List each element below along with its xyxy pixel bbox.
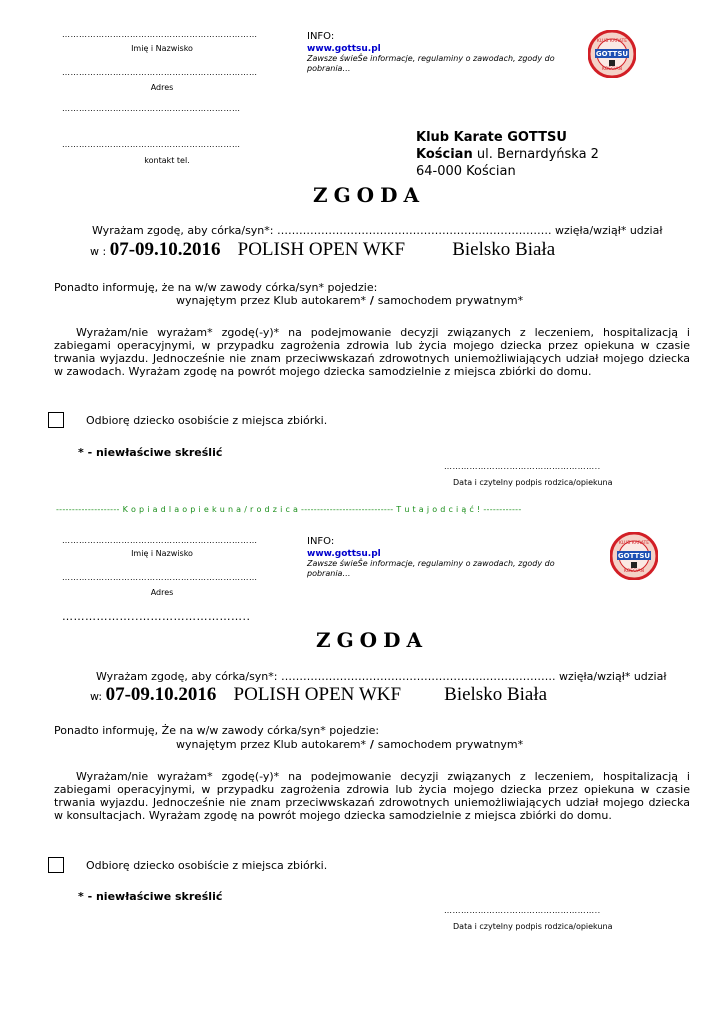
contact-dots[interactable]: ……………………………………………………… (62, 140, 241, 149)
copy-address-dots[interactable]: …………………………………………………………… (62, 573, 258, 582)
signature-dots[interactable]: …………………..………………………….. (444, 462, 601, 471)
pickup-label: Odbiorę dziecko osobiście z miejsca zbiórki. (86, 414, 328, 427)
address-dots[interactable]: …………………………………………………………… (62, 68, 258, 77)
pickup-checkbox[interactable] (48, 412, 64, 428)
logo-text-mid: GOTTSU (595, 50, 629, 58)
club-street: ul. Bernardyńska 2 (472, 147, 599, 162)
copy-event-line (90, 684, 547, 706)
copy-event-date: 07-09.10.2016 (105, 684, 217, 705)
copy-signature-label: Data i czytelny podpis rodzica/opiekuna (453, 922, 613, 931)
transport-sep: / (366, 294, 378, 307)
logo-text-bottom: KOŚCIAN (601, 67, 623, 72)
copy-name-dots[interactable]: …………………………………………………………… (62, 536, 258, 545)
copy-strike-note: * - niewłaściwe skreślić (78, 890, 223, 903)
copy-logo-text-bottom: KOŚCIAN (623, 569, 645, 574)
copy-info-heading: INFO: (307, 536, 335, 547)
info-note: Zawsze świeŜe informacje, regulaminy o zawodach, zgody do pobrania… (307, 54, 555, 73)
event-city: Bielsko Biała (452, 239, 556, 260)
strike-note: * - niewłaściwe skreślić (78, 446, 223, 459)
logo-text-top: KLUB KARATE (596, 39, 628, 44)
address-label: Adres (150, 83, 174, 92)
copy-info-url-link[interactable]: www.gottsu.pl (307, 549, 381, 559)
copy-event-prefix: w: (90, 690, 106, 703)
copy-transport-bus[interactable]: wynajętym przez Klub autokarem* (176, 738, 367, 751)
signature-label: Data i czytelny podpis rodzica/opiekuna (453, 478, 613, 487)
event-line (90, 239, 555, 261)
gottsu-logo (588, 30, 636, 78)
info-heading: INFO: (307, 31, 335, 42)
copy-transport-sep: / (366, 738, 378, 751)
name-label: Imię i Nazwisko (131, 44, 193, 53)
copy-address-label: Adres (150, 588, 174, 597)
copy-page-title: ZGODA (316, 628, 428, 652)
copy-consent-line[interactable]: Wyrażam zgodę, aby córka/syn*: ………………………………………………..………………. wzięła/wziął* udział (96, 670, 667, 683)
cut-line: -------------------- K o p i a d l a o p i e k u n a / r o d z i c a ----------------------------- T u t a j o d c i ą ć ! ------------ (56, 505, 522, 514)
copy-event-city: Bielsko Biała (444, 684, 548, 705)
address-dots-2[interactable]: ……………………………………………………… (62, 104, 241, 113)
contact-label: kontakt tel. (144, 156, 190, 165)
copy-transport-line-1: Ponadto informuję, Że na w/w zawody córka/syn* pojedzie: (54, 724, 380, 737)
copy-transport-car[interactable]: samochodem prywatnym* (377, 738, 524, 751)
event-name: POLISH OPEN WKF (237, 239, 406, 260)
copy-transport-line-2 (176, 738, 523, 751)
copy-pickup-label: Odbiorę dziecko osobiście z miejsca zbiórki. (86, 859, 328, 872)
copy-signature-dots[interactable]: …………………..………………………….. (444, 906, 601, 915)
copy-logo-text-top: KLUB KARATE (618, 541, 650, 546)
transport-line-2 (176, 294, 523, 307)
page-title: ZGODA (313, 183, 425, 207)
name-dots[interactable]: …………………………………………………………… (62, 30, 258, 39)
copy-event-name: POLISH OPEN WKF (233, 684, 402, 705)
copy-pickup-checkbox[interactable] (48, 857, 64, 873)
copy-gottsu-logo (610, 532, 658, 580)
event-date: 07-09.10.2016 (109, 239, 221, 260)
consent-line[interactable]: Wyrażam zgodę, aby córka/syn*: ………………………………………………..………………. wzięła/wziął* udział (92, 224, 663, 237)
copy-medical-paragraph: Wyrażam/nie wyrażam* zgodę(-y)* na podejmowanie decyzji związanych z leczeniem, hospitalizacją i zabiegami operacyjnymi, w przypadku zagrożenia zdrowia lub życia mojego dziecka przez opiekuna w czasie trwania wyjazdu. Jednocześnie nie znam przeciwwskazań zdrowotnych uniemożliwiających udział mojego dziecka w konsultacjach. Wyrażam zgodę na powrót mojego dziecka samodzielnie z miejsca zbiórki do domu. (54, 770, 690, 822)
club-name: Klub Karate GOTTSU (416, 130, 567, 145)
copy-contact-dots[interactable]: ………………..……………………….. (62, 610, 251, 623)
transport-line-1: Ponadto informuję, że na w/w zawody córka/syn* pojedzie: (54, 281, 378, 294)
copy-logo-text-mid: GOTTSU (617, 552, 651, 560)
club-street-line (416, 147, 599, 163)
medical-paragraph: Wyrażam/nie wyrażam* zgodę(-y)* na podejmowanie decyzji związanych z leczeniem, hospitalizacją i zabiegami operacyjnymi, w przypadku zagrożenia zdrowia lub życia mojego dziecka przez opiekuna w czasie trwania wyjazdu. Jednocześnie nie znam przeciwwskazań zdrowotnych uniemożliwiających udział mojego dziecka w zawodach. Wyrażam zgodę na powrót mojego dziecka samodzielnie z miejsca zbiórki do domu. (54, 326, 690, 378)
event-prefix: w : (90, 245, 110, 258)
copy-info-note: Zawsze świeŜe informacje, regulaminy o zawodach, zgody do pobrania… (307, 559, 555, 578)
copy-name-label: Imię i Nazwisko (131, 549, 193, 558)
club-city: Kościan (416, 147, 473, 162)
transport-bus[interactable]: wynajętym przez Klub autokarem* (176, 294, 367, 307)
transport-car[interactable]: samochodem prywatnym* (377, 294, 524, 307)
club-postal: 64-000 Kościan (416, 164, 516, 179)
info-url-link[interactable]: www.gottsu.pl (307, 44, 381, 54)
